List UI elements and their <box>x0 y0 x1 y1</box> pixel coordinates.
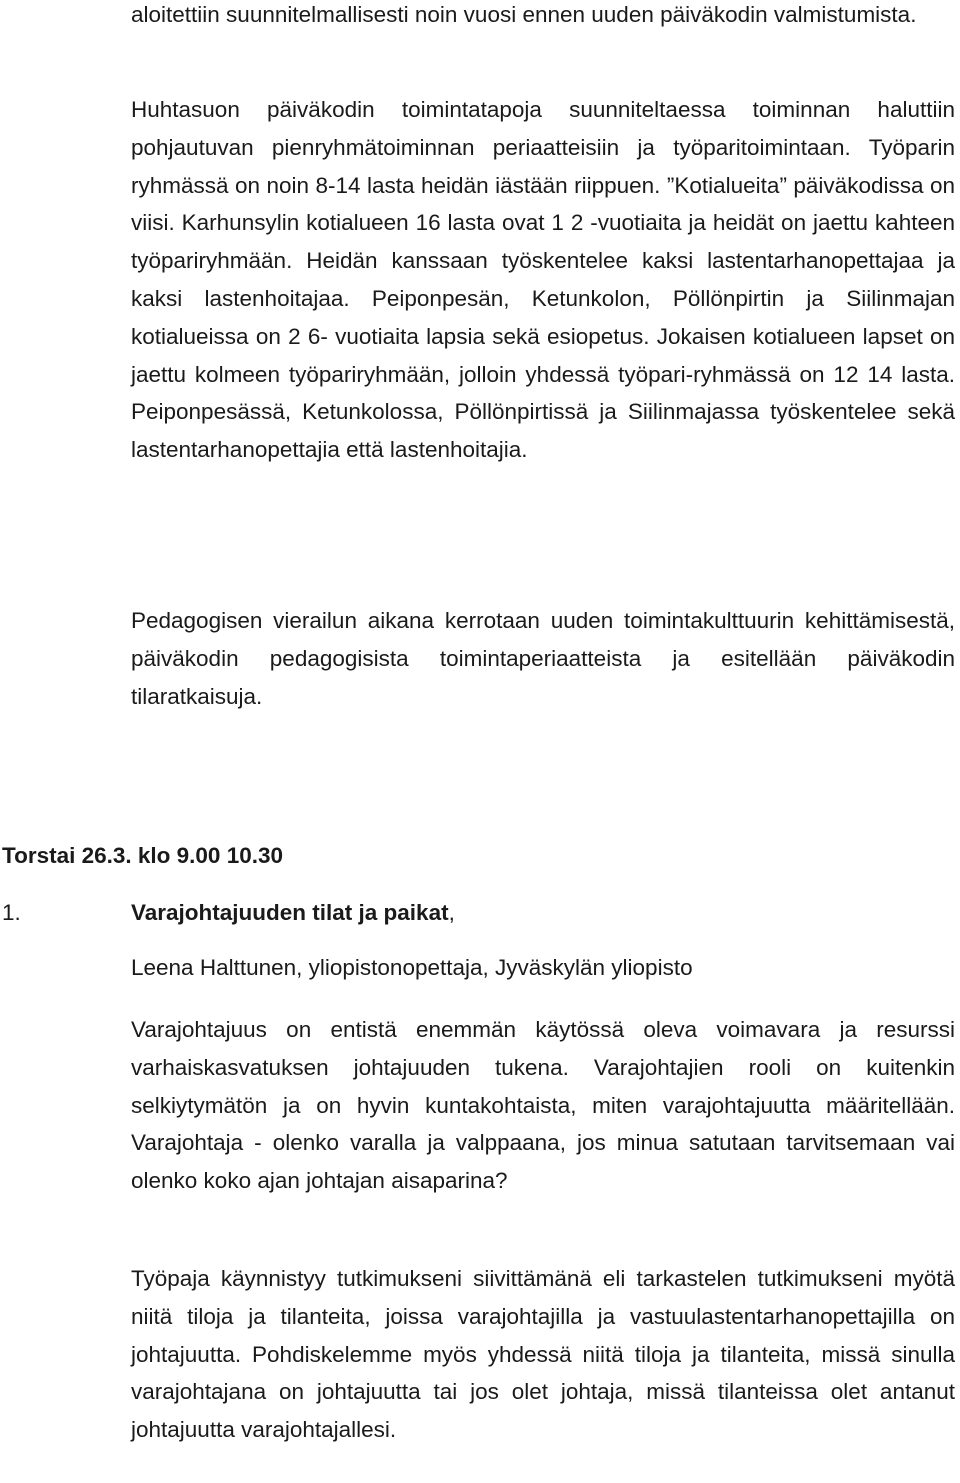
paragraph-workshop-description: Työpaja käynnistyy tutkimukseni siivittämänä eli tarkastelen tutkimukseni myötä niitä tiloja ja tilanteita, joissa varajohtajilla ja vastuulastentarhanopettajilla on johtajuutta. Pohdiskelemme myös yhdessä niitä tiloja ja tilanteita, missä sinulla varajohtajana on johtajuutta tai jos olet johtaja, missä tilanteissa olet antanut johtajuutta varajohtajallesi. <box>131 1266 955 1443</box>
paragraph-intro-continuation: aloitettiin suunnitelmallisesti noin vuosi ennen uuden päiväkodin valmistumista. <box>131 2 917 27</box>
item-title-line <box>131 900 455 926</box>
item-title-suffix: , <box>448 900 455 925</box>
speaker-line: Leena Halttunen, yliopistonopettaja, Jyväskylän yliopisto <box>131 955 693 980</box>
item-number: 1. <box>2 900 21 925</box>
session-heading: Torstai 26.3. klo 9.00 10.30 <box>2 843 283 868</box>
item-title: Varajohtajuuden tilat ja paikat <box>131 900 449 925</box>
paragraph-pedagogical-visit: Pedagogisen vierailun aikana kerrotaan uuden toimintakulttuurin kehittämisestä, päiväkodin pedagogisista toimintaperiaatteista ja esitellään päiväkodin tilaratkaisuja. <box>131 608 955 709</box>
paragraph-huhtasuon-daycare: Huhtasuon päiväkodin toimintatapoja suunniteltaessa toiminnan haluttiin pohjautuvan pienryhmätoiminnan periaatteisiin ja työparitoimintaan. Työparin ryhmässä on noin 8-14 lasta heidän iästään riippuen. ”Kotialueita” päiväkodissa on viisi. Karhunsylin kotialueen 16 lasta ovat 1 2 -vuotiaita ja heidät on jaettu kahteen työpariryhmään. Heidän kanssaan työskentelee kaksi lastentarhanopettajaa ja kaksi lastenhoitajaa. Peiponpesän, Ketunkolon, Pöllönpirtin ja Siilinmajan kotialueissa on 2 6- vuotiaita lapsia sekä esiopetus. Jokaisen kotialueen lapset on jaettu kolmeen työpariryhmään, jolloin yhdessä työpari-ryhmässä on 12 14 lasta. Peiponpesässä, Ketunkolossa, Pöllönpirtissä ja Siilinmajassa työskentelee sekä lastentarhanopettajia että lastenhoitajia. <box>131 97 955 463</box>
paragraph-deputy-leadership: Varajohtajuus on entistä enemmän käytössä oleva voimavara ja resurssi varhaiskasvatuksen johtajuuden tukena. Varajohtajien rooli on kuitenkin selkiytymätön ja on hyvin kuntakohtaista, miten varajohtajuutta määritellään. Varajohtaja - olenko varalla ja valppaana, jos minua satutaan tarvitsemaan vai olenko koko ajan johtajan aisaparina? <box>131 1017 955 1194</box>
